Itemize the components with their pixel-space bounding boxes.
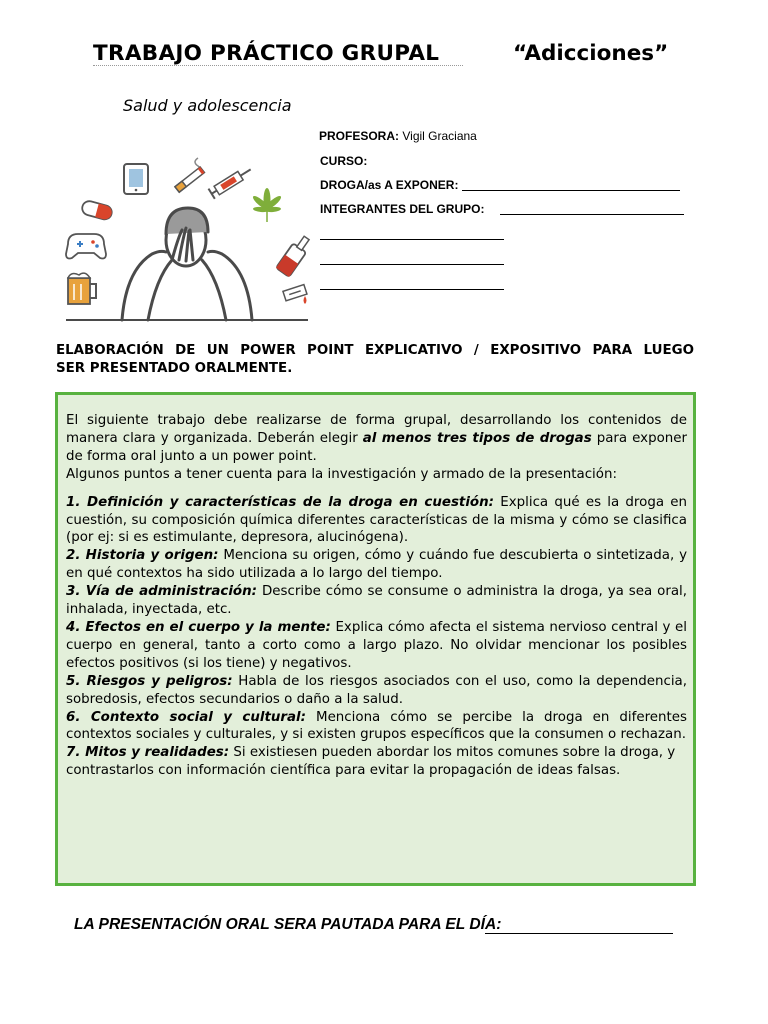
drug-label: DROGA/as A EXPONER: [320,178,459,192]
tablet-icon [124,164,148,194]
presentation-date-label: LA PRESENTACIÓN ORAL SERA PAUTADA PARA EL DÍA: [74,916,502,933]
members-field [320,202,484,216]
point-heading: 6. Contexto social y cultural: [66,709,306,725]
blood-drop-icon [304,296,307,304]
intro-text-b: para exponer de forma oral junto a un power point. [66,430,687,464]
pill-icon [81,200,114,221]
instruction-line-2: SER PRESENTADO ORALMENTE. [56,361,293,376]
document-title: TRABAJO PRÁCTICO GRUPAL [93,41,440,66]
point-6 [66,709,687,745]
razor-blade-icon [283,285,307,301]
document-subject: “Adicciones” [513,41,669,66]
drug-field [320,178,458,192]
point-4 [66,619,687,673]
point-text: Si existiesen pueden abordar los mitos comunes sobre la droga, y contrastarlos con información científica para evitar la propagación de ideas falsas. [66,745,676,779]
point-3 [66,583,687,619]
presentation-date-line [74,916,501,934]
presentation-date-blank[interactable] [485,933,673,934]
point-heading: 1. Definición y características de la droga en cuestión: [66,494,495,510]
drug-blank-line[interactable] [462,190,680,191]
members-blank-line-1[interactable] [500,214,684,215]
members-blank-line-2[interactable] [320,239,504,240]
point-heading: 5. Riesgos y peligros: [66,673,233,689]
point-2 [66,547,687,583]
intro-emphasis: al menos tres tipos de drogas [362,430,592,446]
instruction-line-1: ELABORACIÓN DE UN POWER POINT EXPLICATIVO / EXPOSITIVO PARA LUEGO [56,343,694,358]
course-field [320,154,367,168]
members-blank-line-4[interactable] [320,289,504,290]
point-text: Menciona su origen, cómo y cuándo fue descubierta o sintetizada, y en qué contextos ha sido utilizada a lo largo del tiempo. [66,548,687,582]
point-text: Menciona cómo se percibe la droga en diferentes contextos sociales y culturales, y si existen grupos específicos que la consumen o rechazan. [66,709,687,743]
intro-paragraph-2: Algunos puntos a tener cuenta para la investigación y armado de la presentación: [66,466,617,482]
addictions-illustration [62,148,312,326]
title-underline [93,65,463,66]
bottle-icon [276,233,312,277]
point-text: Explica qué es la droga en cuestión, su composición química diferentes características de la misma y cómo se clasifica (por ej: si es estimulante, depresora, alucinógena). [66,494,688,546]
cigarette-icon [175,158,205,192]
members-blank-line-3[interactable] [320,264,504,265]
instruction-heading [56,342,694,378]
point-5 [66,673,687,709]
game-controller-icon [66,234,106,259]
syringe-icon [208,164,253,199]
point-heading: 3. Vía de administración: [66,584,258,600]
intro-paragraph [66,412,687,466]
teacher-label: PROFESORA: [319,129,400,143]
teacher-value: Vigil Graciana [402,129,477,143]
instructions-text [66,412,687,780]
point-text: Explica cómo afecta el sistema nervioso central y el cuerpo en general, tanto a corto como a largo plazo. No olvidar mencionar los posibles efectos positivos (si los tiene) y negativos. [66,619,687,671]
document-subtitle: Salud y adolescencia [123,96,292,115]
point-text: Habla de los riesgos asociados con el uso, como la dependencia, sobredosis, efectos secundarios o daño a la salud. [66,673,687,707]
point-1 [66,494,687,548]
point-heading: 4. Efectos en el cuerpo y la mente: [66,619,331,635]
point-heading: 7. Mitos y realidades: [66,745,230,761]
point-heading: 2. Historia y origen: [66,548,219,564]
intro-text-a: El siguiente trabajo debe realizarse de forma grupal, desarrollando los contenidos de manera clara y organizada. Deberán elegir [66,413,687,446]
course-label: CURSO: [320,154,368,168]
members-label: INTEGRANTES DEL GRUPO: [320,202,485,216]
teacher-field [319,129,477,143]
person-head-in-hands [122,208,252,320]
cannabis-leaf-icon [251,188,282,222]
beer-mug-icon [68,273,96,304]
point-text: Describe cómo se consume o administra la droga, ya sea oral, inhalada, inyectada, etc. [66,584,688,618]
point-7 [66,744,687,780]
